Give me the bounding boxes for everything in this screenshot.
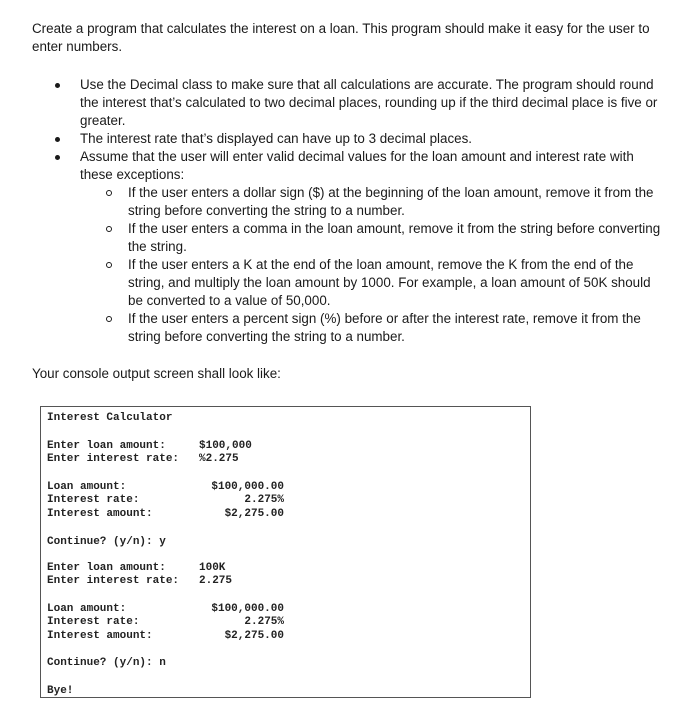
list-item: [32, 76, 664, 130]
circle-bullet-icon: [106, 226, 112, 232]
loan-prompt: Enter loan amount:: [47, 562, 166, 574]
interest-amount-label: Interest amount:: [47, 508, 153, 520]
loan-input: 100K: [199, 562, 226, 574]
exceptions-list: [80, 184, 664, 346]
circle-bullet-icon: [106, 190, 112, 196]
console-label: Your console output screen shall look like:: [32, 366, 281, 381]
interest-rate-value: 2.275%: [244, 494, 284, 506]
rate-prompt: Enter interest rate:: [47, 453, 180, 465]
rate-input: %2.275: [199, 453, 239, 465]
bullet-icon: [55, 155, 60, 160]
bullet-icon: [55, 137, 60, 142]
sub-list-item: [80, 310, 664, 346]
interest-amount-value: $2,275.00: [224, 630, 284, 642]
list-item: [32, 130, 664, 148]
list-item-text: The interest rate that’s displayed can have up to 3 decimal places.: [80, 131, 473, 146]
sub-list-item: [80, 184, 664, 220]
rate-input: 2.275: [199, 575, 233, 587]
continue-prompt: Continue? (y/n): y: [47, 536, 166, 548]
interest-rate-value: 2.275%: [244, 616, 284, 628]
intro-paragraph: Create a program that calculates the interest on a loan. This program should make it easy for the user to enter numbers.: [32, 21, 650, 54]
loan-input: $100,000: [199, 440, 252, 452]
requirements-list: [32, 76, 664, 346]
sub-list-item: [80, 256, 664, 310]
list-item-text: Use the Decimal class to make sure that all calculations are accurate. The program should round the interest that’s calculated to two decimal places, rounding up if the third decimal place is five or greater.: [80, 77, 658, 128]
sub-list-item-text: If the user enters a dollar sign ($) at the beginning of the loan amount, remove it from the string before converting the string to a number.: [128, 185, 654, 218]
interest-amount-label: Interest amount:: [47, 630, 153, 642]
circle-bullet-icon: [106, 316, 112, 322]
interest-amount-value: $2,275.00: [224, 508, 284, 520]
continue-prompt: Continue? (y/n): n: [47, 657, 166, 669]
interest-rate-label: Interest rate:: [47, 494, 140, 506]
loan-amount-value: $100,000.00: [211, 481, 284, 493]
circle-bullet-icon: [106, 262, 112, 268]
loan-amount-label: Loan amount:: [47, 481, 127, 493]
loan-prompt: Enter loan amount:: [47, 440, 166, 452]
sub-list-item: [80, 220, 664, 256]
bullet-icon: [55, 83, 60, 88]
loan-amount-value: $100,000.00: [211, 603, 284, 615]
sub-list-item-text: If the user enters a comma in the loan amount, remove it from the string before converting the string.: [128, 221, 661, 254]
console-title: Interest Calculator: [47, 412, 173, 424]
rate-prompt: Enter interest rate:: [47, 575, 180, 587]
sub-list-item-text: If the user enters a percent sign (%) before or after the interest rate, remove it from the string before converting the string to a number.: [128, 311, 641, 344]
interest-rate-label: Interest rate:: [47, 616, 140, 628]
console-output: [40, 406, 531, 698]
list-item: [32, 148, 664, 346]
list-item-text: Assume that the user will enter valid decimal values for the loan amount and interest rate with these exceptions:: [80, 149, 634, 182]
sub-list-item-text: If the user enters a K at the end of the loan amount, remove the K from the end of the string, and multiply the loan amount by 1000. For example, a loan amount of 50K should be converted to a value of 50,000.: [128, 257, 651, 308]
bye-message: Bye!: [47, 685, 74, 697]
loan-amount-label: Loan amount:: [47, 603, 127, 615]
